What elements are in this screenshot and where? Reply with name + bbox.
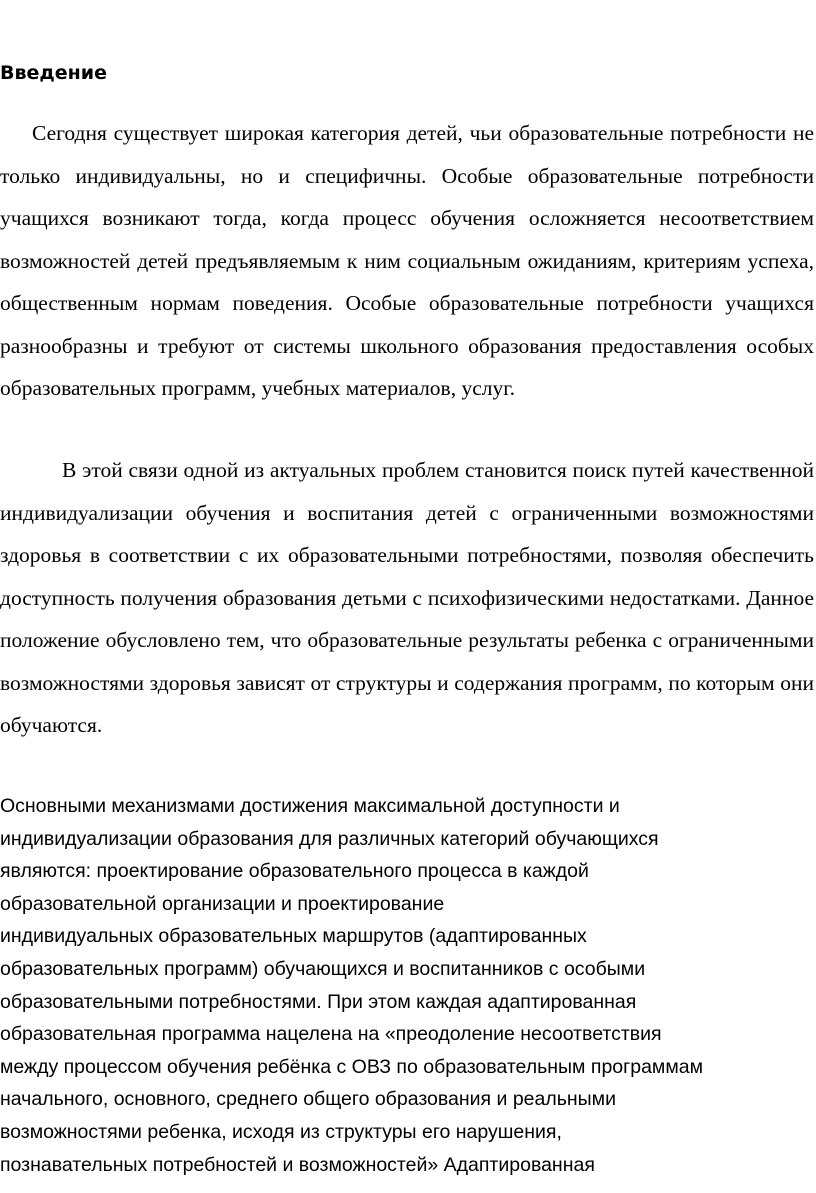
section-heading: Введение [0,62,107,84]
paragraph-individualization: В этой связи одной из актуальных проблем становится поиск путей качественной индивидуализации обучения и воспитания детей с ограниченными возможностями здоровья в соответствии с их образовательными потребностями, позволяя обеспечить доступность получения образования детьми с психофизическими недостатками. Данное положение обусловлено тем, что образовательные результаты ребенка с ограниченными возможностями здоровья зависят от структуры и содержания программ, по которым они обучаются. [0,458,814,737]
paragraph-mechanisms: Основными механизмами достижения максимальной доступности и индивидуализации образования для различных категорий обучающихся являются: проектирование образовательного процесса в каждой образовательной организации и проектирование индивидуальных образовательных маршрутов (адаптированных образовательных программ) обучающихся и воспитанников с особыми образовательными потребностями. При этом каждая адаптированная образовательная программа нацелена на «преодоление несоответствия между процессом обучения ребёнка с ОВЗ по образовательным программам начального, основного, среднего общего образования и реальными возможностями ребенка, исходя из структуры его нарушения, познавательных потребностей и возможностей» Адаптированная [0,795,703,1176]
paragraph-intro: Сегодня существует широкая категория детей, чьи образовательные потребности не только индивидуальны, но и специфичны. Особые образовательные потребности учащихся возникают тогда, когда процесс обучения осложняется несоответствием возможностей детей предъявляемым к ним социальным ожиданиям, критериям успеха, общественным нормам поведения. Особые образовательные потребности учащихся разнообразны и требуют от системы школьного образования предоставления особых образовательных программ, учебных материалов, услуг. [0,121,814,400]
